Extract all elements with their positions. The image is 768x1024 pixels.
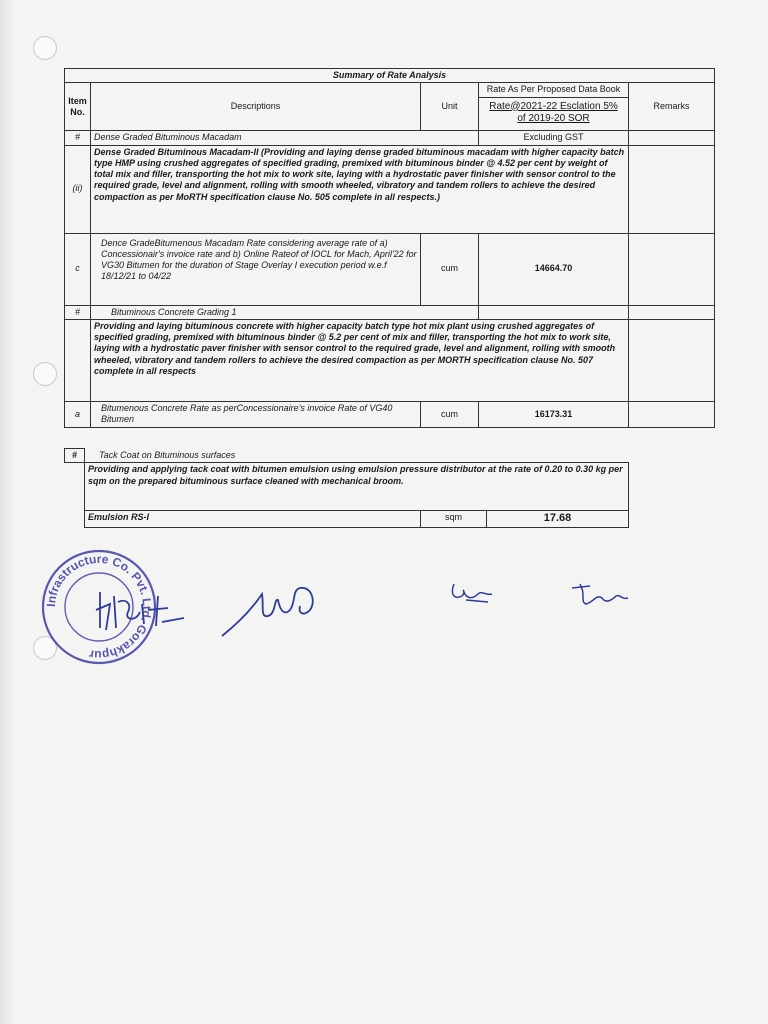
header-item-no: Item No.: [65, 83, 91, 131]
rate-description: Dence GradeBitumenous Macadam Rate considering average rate of a) Concessionair's invoice rate and b) Online Rateof of IOCL for Mach, April'22 for VG30 Bitumen for the duration of Stage Overlay I execution period w.e.f 18/12/21 to 04/22: [91, 233, 421, 305]
signature-4: [566, 580, 636, 610]
signature-3: [448, 578, 500, 606]
rate-unit: cum: [421, 233, 479, 305]
section-heading-row: [65, 131, 715, 145]
rate-description: Emulsion RS-I: [85, 511, 421, 528]
rate-item: c: [65, 233, 91, 305]
rate-header-line3: of 2019-20 SOR: [517, 113, 590, 124]
gst-note: Excluding GST: [479, 131, 629, 145]
section-heading: Bituminous Concrete Grading 1: [91, 305, 479, 319]
header-descriptions: Descriptions: [91, 83, 421, 131]
section-heading: Tack Coat on Bituminous surfaces: [85, 449, 629, 463]
stamp-text: Infrastructure Co. Pvt. Ltd. Gorakhpur: [43, 551, 155, 663]
rate-unit: cum: [421, 401, 479, 427]
rate-value: 14664.70: [479, 233, 629, 305]
table-row: [65, 233, 715, 305]
table-row: [65, 463, 629, 511]
header-row: [65, 83, 715, 131]
rate-header-line1: Rate As Per Proposed Data Book: [479, 83, 628, 97]
section-heading-row: [65, 305, 715, 319]
header-rate: [479, 83, 629, 131]
sub-item: (ii): [65, 145, 91, 233]
section-heading-row: [65, 449, 629, 463]
item-description: Dense Graded Bituminous Macadam-II (Providing and laying dense graded bituminous macadam with higher capacity batch type HMP using crushed aggregates of specified grading, premixed with bituminous binder @ 4.52 per cent by weight of total mix and filler, transporting the hot mix to work site, laying with a hydrostatic paver finisher with sensor control to the required grade, level and alignment, rolling with smooth wheeled, vibratory and tandem rollers to achieve the desired compaction as per MoRTH specification clause No. 505 complete in all respects.): [91, 145, 629, 233]
table-title-row: [65, 69, 715, 83]
rate-description: Bitumenous Concrete Rate as perConcessionaire's invoice Rate of VG40 Bitumen: [91, 401, 421, 427]
table-row: [65, 401, 715, 427]
header-remarks: Remarks: [629, 83, 715, 131]
scan-edge: [0, 0, 14, 1024]
item-description: Providing and laying bituminous concrete with higher capacity batch type hot mix plant using crushed aggregates of specified grading, premixed with bituminous binder @ 5.2 per cent of mix and filler, transporting the hot mix to work site, laying with a hydrostatic paver finisher with sensor control to the required grade, level and alignment, rolling with smooth wheeled, vibratory and tandem rollers to achieve the desired compaction as per MORTH specification clause No. 507 complete in all respects: [91, 319, 629, 401]
table-row: [65, 319, 715, 401]
section-item: #: [65, 305, 91, 319]
punch-hole-top: [33, 36, 57, 60]
rate-header-line2: Rate@2021-22 Esclation 5%: [489, 100, 618, 112]
section-item: #: [65, 449, 85, 463]
signature-2: [218, 576, 328, 640]
rate-item: a: [65, 401, 91, 427]
table-row: [65, 145, 715, 233]
rate-value: 16173.31: [479, 401, 629, 427]
document-title: Summary of Rate Analysis: [65, 69, 715, 83]
table-row: [65, 511, 629, 528]
rate-value: 17.68: [487, 511, 629, 528]
section-item: #: [65, 131, 91, 145]
header-unit: Unit: [421, 83, 479, 131]
rate-analysis-table: [64, 68, 715, 428]
punch-hole-middle: [33, 362, 57, 386]
tack-coat-table: [64, 448, 629, 528]
section-heading: Dense Graded Bituminous Macadam: [91, 131, 479, 145]
rate-unit: sqm: [421, 511, 487, 528]
item-description: Providing and applying tack coat with bitumen emulsion using emulsion pressure distributor at the rate of 0.20 to 0.30 kg per sqm on the prepared bituminous surface cleaned with mechanical broom.: [85, 463, 629, 511]
signature-1: [92, 582, 192, 636]
